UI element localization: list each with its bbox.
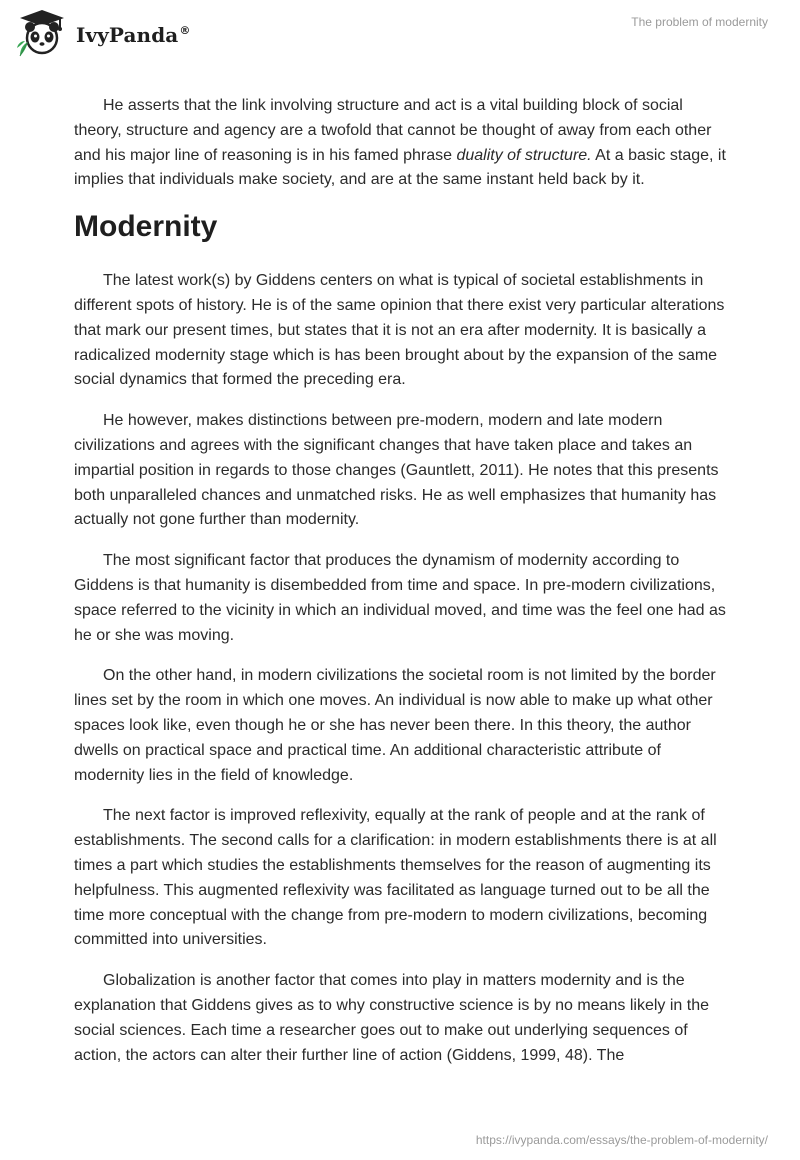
page-header	[0, 0, 800, 70]
section-heading: Modernity	[74, 210, 218, 244]
body-paragraph: The most significant factor that produces the dynamism of modernity according to Giddens is that humanity is disembedded from time and space. In pre-modern civilizations, space referred to the vicinity in which an individual moved, and time was the feel one had as he or she was moving.	[74, 552, 726, 644]
logo-wordmark: IvyPanda®	[76, 23, 191, 47]
body-paragraph: The latest work(s) by Giddens centers on what is typical of societal establishments in different spots of history. He is of the same opinion that there exist very particular alterations that mark our present times, but states that it is not an era after modernity. It is basically a radicalized modernity stage which is has been brought about by the expansion of the same social dynamics that formed the preceding era.	[74, 272, 725, 389]
panda-logo-icon	[14, 8, 70, 58]
source-url-link[interactable]: https://ivypanda.com/essays/the-problem-of-modernity/	[475, 1133, 768, 1147]
document-title: The problem of modernity	[631, 15, 768, 29]
body-paragraph: The next factor is improved reflexivity, equally at the rank of people and at the rank of establishments. The second calls for a clarification: in modern establishments there is at all times a part which studies the establishments themselves for the reason of augmenting its helpfulness. This augmented reflexivity was facilitated as language turned out to be all the time more conceptual with the change from pre-modern to modern civilizations, becoming committed into universities.	[74, 807, 717, 949]
ivypanda-logo-link[interactable]	[14, 8, 190, 58]
intro-paragraph: He asserts that the link involving structure and act is a vital building block of social theory, structure and agency are a twofold that cannot be thought of away from each other and his major line of reasoning is in his famed phrase duality of structure. At a basic stage, it implies that individuals make society, and are at the same instant held back by it.	[74, 97, 726, 189]
body-paragraph: On the other hand, in modern civilizations the societal room is not limited by the border lines set by the room in which one moves. An individual is now able to make up what other spaces look like, even though he or she has never been there. In this theory, the author dwells on practical space and practical time. An additional characteristic attribute of modernity lies in the field of knowledge.	[74, 667, 716, 784]
body-paragraph: Globalization is another factor that comes into play in matters modernity and is the explanation that Giddens gives as to why constructive science is by no means likely in the social sciences. Each time a researcher goes out to make out underlying sequences of action, the actors can alter their further line of action (Giddens, 1999, 48). The	[74, 972, 709, 1064]
body-paragraph: He however, makes distinctions between pre-modern, modern and late modern civilizations and agrees with the significant changes that have taken place and takes an impartial position in regards to those changes (Gauntlett, 2011). He notes that this presents both unparalleled chances and unmatched risks. He as well emphasizes that humanity has actually not gone further than modernity.	[74, 412, 719, 529]
italic-phrase: duality of structure.	[456, 146, 592, 164]
essay-body	[74, 94, 730, 1084]
